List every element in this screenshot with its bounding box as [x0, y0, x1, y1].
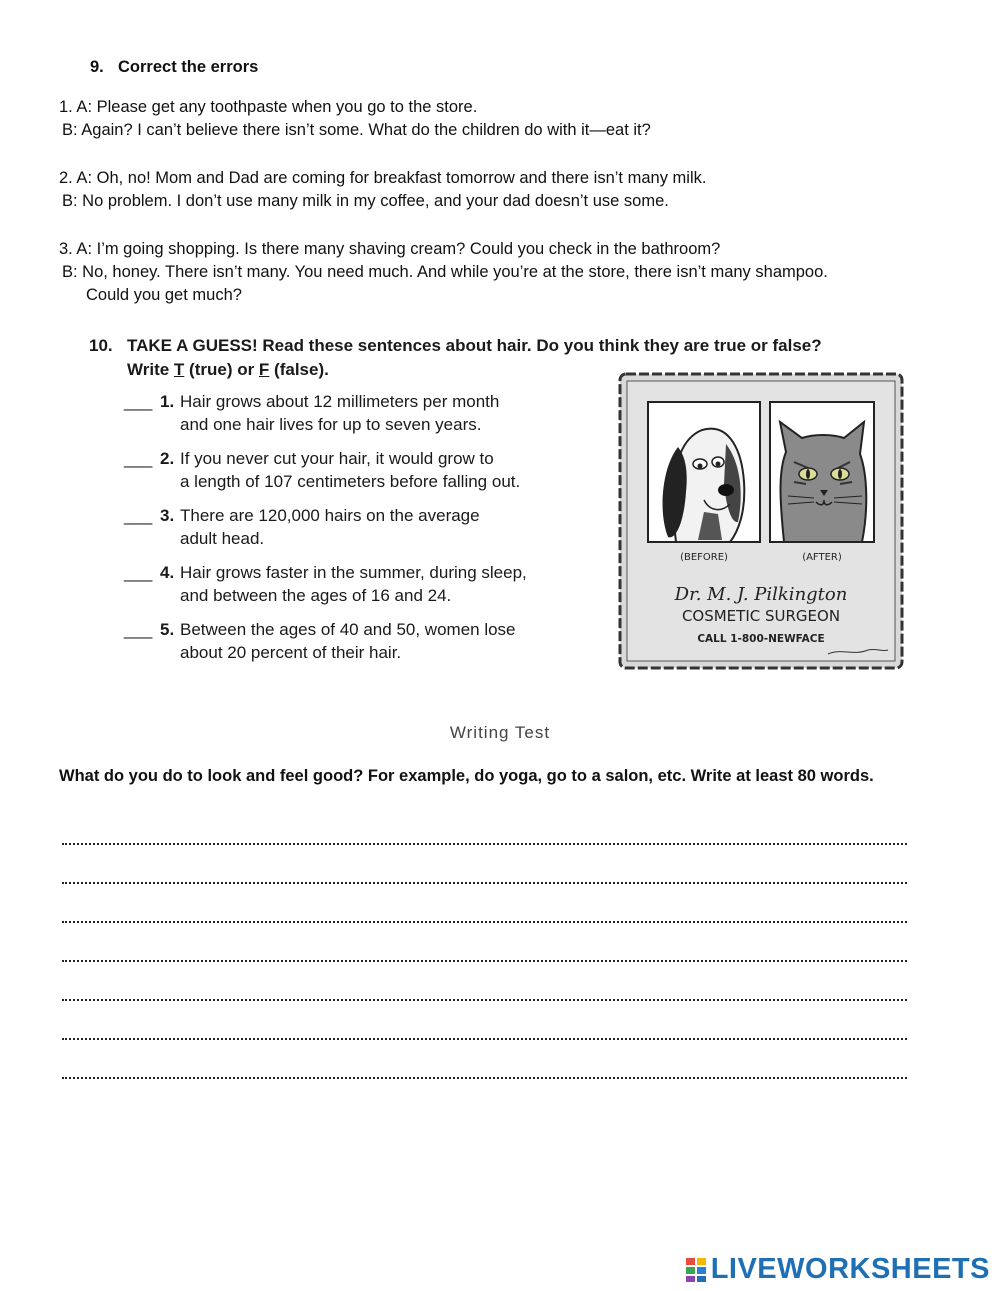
exercise-9-title [90, 58, 258, 77]
item-text-line: There are 120,000 hairs on the average [180, 506, 480, 525]
exercise-9-item-3 [59, 238, 959, 307]
writing-prompt: What do you do to look and feel good? For example, do yoga, go to a salon, etc. Write at least 80 words. [59, 767, 874, 785]
writing-test-title: Writing Test [449, 723, 551, 742]
exercise-9-heading: Correct the errors [118, 58, 259, 76]
item-text-line: If you never cut your hair, it would grow to [180, 449, 494, 468]
true-letter: T [173, 360, 185, 379]
false-letter: F [258, 360, 270, 379]
item-number: 2. [160, 449, 175, 468]
dialog-line: 1. A: Please get any toothpaste when you go to the store. [59, 98, 478, 116]
liveworksheets-wordmark: LIVEWORKSHEETS [710, 1253, 990, 1285]
exercise-9-item-1 [59, 96, 959, 142]
dialog-line: Could you get much? [86, 286, 242, 304]
surgeon-title: COSMETIC SURGEON [681, 607, 841, 625]
item-number: 4. [160, 563, 175, 582]
true-false-list [124, 390, 594, 675]
answer-line[interactable] [62, 999, 907, 1001]
answer-line[interactable] [62, 882, 907, 884]
doctor-name: Dr. M. J. Pilkington [674, 584, 848, 605]
item-number: 3. [160, 506, 175, 525]
true-false-item [124, 561, 594, 607]
item-text-line: Between the ages of 40 and 50, women lose [180, 620, 516, 639]
dialog-line: B: No, honey. There isn’t many. You need much. And while you’re at the store, there isn’t many shampoo. [62, 263, 828, 281]
item-number: 1. [160, 392, 175, 411]
dialog-line: B: Again? I can’t believe there isn’t some. What do the children do with it—eat it? [62, 121, 651, 139]
false-label: (false). [269, 360, 329, 379]
exercise-10-instruction: TAKE A GUESS! Read these sentences about hair. Do you think they are true or false? [127, 336, 822, 355]
before-label: (BEFORE) [680, 552, 728, 563]
cat-illustration [780, 422, 866, 542]
item-text-line: adult head. [180, 529, 265, 548]
item-text-line: about 20 percent of their hair. [180, 643, 402, 662]
item-text-line: Hair grows about 12 millimeters per month [180, 392, 500, 411]
liveworksheets-logo[interactable] [685, 1253, 990, 1286]
answer-blank[interactable]: ___ [124, 563, 153, 582]
item-text-line: Hair grows faster in the summer, during sleep, [180, 563, 527, 582]
answer-blank[interactable]: ___ [124, 392, 153, 411]
exercise-9-number: 9. [90, 58, 104, 76]
answer-blank[interactable]: ___ [124, 449, 153, 468]
true-false-item [124, 504, 594, 550]
true-false-item [124, 447, 594, 493]
after-label: (AFTER) [802, 552, 842, 563]
cosmetic-surgeon-cartoon [618, 372, 904, 670]
write-label: Write [127, 360, 174, 379]
item-number: 5. [160, 620, 175, 639]
exercise-9-item-2 [59, 167, 959, 213]
answer-line[interactable] [62, 843, 907, 845]
dialog-line: B: No problem. I don’t use many milk in my coffee, and your dad doesn’t use some. [62, 192, 669, 210]
answer-line[interactable] [62, 1038, 907, 1040]
dialog-line: 3. A: I’m going shopping. Is there many shaving cream? Could you check in the bathroom? [59, 240, 721, 258]
answer-line[interactable] [62, 921, 907, 923]
item-text-line: and between the ages of 16 and 24. [180, 586, 452, 605]
exercise-10-number: 10. [89, 336, 113, 355]
phone-number: CALL 1-800-NEWFACE [697, 633, 825, 645]
true-false-item [124, 618, 594, 664]
dialog-line: 2. A: Oh, no! Mom and Dad are coming for breakfast tomorrow and there isn’t many milk. [59, 169, 707, 187]
item-text-line: and one hair lives for up to seven years. [180, 415, 482, 434]
liveworksheets-icon [685, 1257, 707, 1283]
answer-blank[interactable]: ___ [124, 506, 153, 525]
true-label: (true) or [184, 360, 259, 379]
true-false-item [124, 390, 594, 436]
answer-line[interactable] [62, 960, 907, 962]
answer-line[interactable] [62, 1077, 907, 1079]
item-text-line: a length of 107 centimeters before falling out. [180, 472, 521, 491]
answer-blank[interactable]: ___ [124, 620, 153, 639]
